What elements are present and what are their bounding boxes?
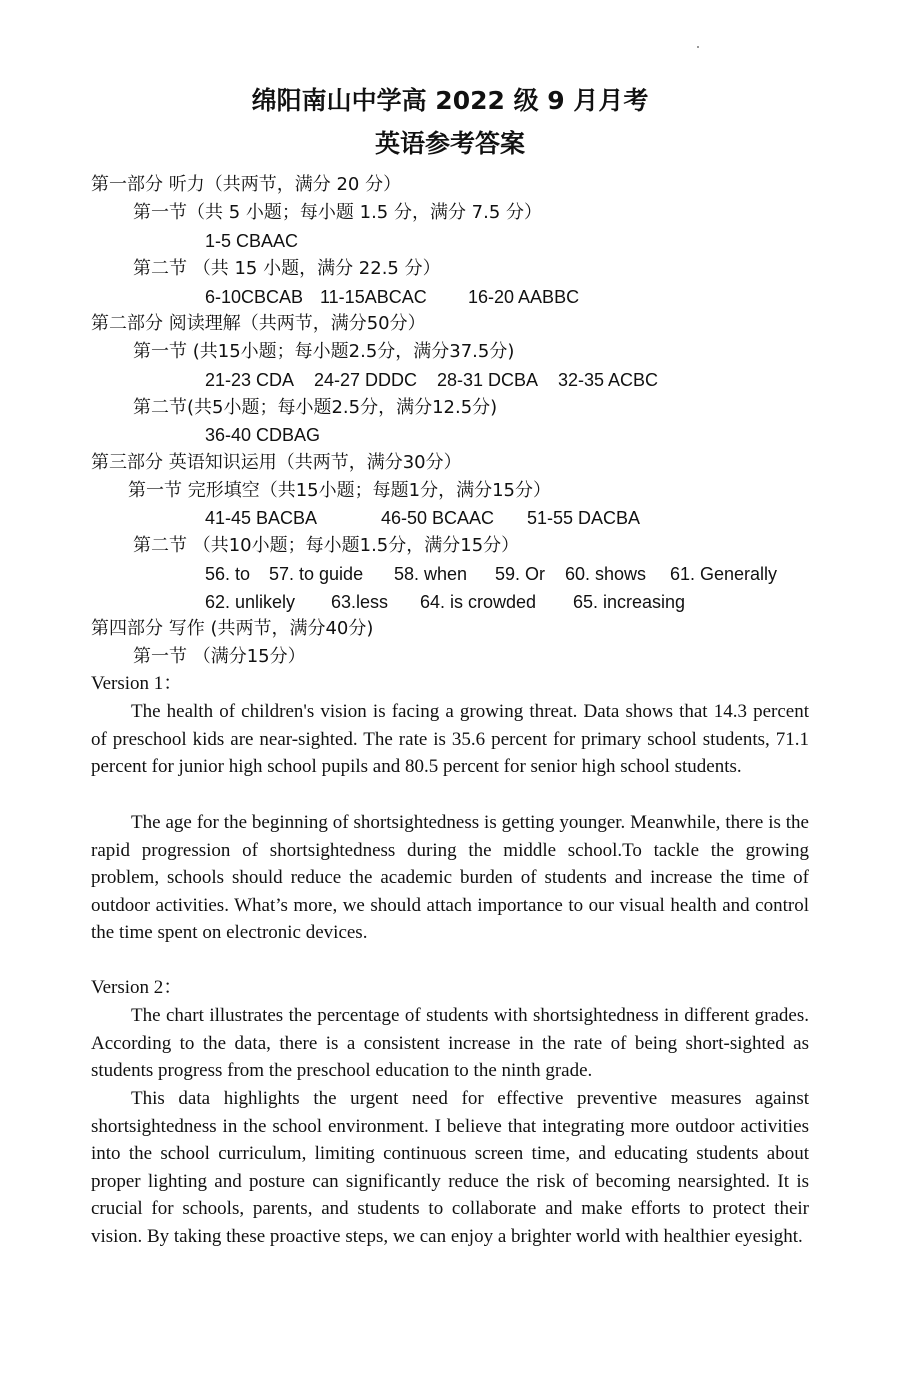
answer-group: 41-45 BACBA bbox=[205, 508, 318, 528]
part1-sec2-answers bbox=[205, 284, 805, 310]
part1-sec2-heading: 第二节 （共 15 小题，满分 22.5 分） bbox=[133, 258, 441, 279]
part1-heading: 第一部分 听力（共两节，满分 20 分） bbox=[91, 174, 402, 195]
part2-sec2-heading: 第二节(共5小题；每小题2.5分，满分12.5分) bbox=[133, 397, 498, 418]
version2-paragraph1: The chart illustrates the percentage of students with shortsightedness in different grades. According to the data, there is a consistent increase in the rate of being short-sighted as students progress from the preschool education to the ninth grade. bbox=[91, 1005, 809, 1082]
answer-group: 11-15ABCAC bbox=[320, 287, 427, 307]
answer-group: 1-5 CBAAC bbox=[205, 231, 299, 251]
part3-sec2-answers-row1 bbox=[205, 561, 805, 587]
part4-sec1-heading: 第一节 （满分15分） bbox=[133, 646, 306, 667]
part1-sec1-heading: 第一节（共 5 小题；每小题 1.5 分，满分 7.5 分） bbox=[133, 202, 543, 223]
answer-item: 62. unlikely bbox=[205, 592, 296, 612]
version1-paragraph1: The health of children's vision is facing a growing threat. Data shows that 14.3 percent of preschool kids are near-sighted. The rate is 35.6 percent for primary school students, 71.1 percent for junior high school pupils and 80.5 percent for senior high school students. bbox=[91, 701, 809, 778]
part2-sec1-heading: 第一节 (共15小题；每小题2.5分，满分37.5分) bbox=[133, 341, 515, 362]
version1-label: Version 1： bbox=[91, 673, 183, 694]
answer-item: 65. increasing bbox=[573, 592, 686, 612]
answer-item: 60. shows bbox=[565, 564, 647, 584]
answer-group: 24-27 DDDC bbox=[314, 370, 418, 390]
scan-speck bbox=[697, 46, 699, 48]
answer-group: 21-23 CDA bbox=[205, 370, 295, 390]
version2-paragraph2: This data highlights the urgent need for effective preventive measures against shortsightedness in the school environment. I believe that integrating more outdoor activities into the school curriculum, limiting continuous screen time, and educating students about proper lighting and posture can significantly reduce the risk of becoming nearsighted. It is crucial for schools, parents, and students to collaborate and make efforts to protect their vision. By taking these proactive steps, we can enjoy a brighter world with healthier eyesight. bbox=[91, 1088, 809, 1247]
answer-item: 58. when bbox=[394, 564, 468, 584]
part2-sec1-answers bbox=[205, 367, 805, 393]
answer-group: 46-50 BCAAC bbox=[381, 508, 495, 528]
part4-heading: 第四部分 写作 (共两节，满分40分) bbox=[91, 618, 374, 639]
answer-group: 36-40 CDBAG bbox=[205, 425, 321, 445]
part3-sec1-answers bbox=[205, 505, 805, 531]
answer-item: 59. Or bbox=[495, 564, 546, 584]
answer-group: 51-55 DACBA bbox=[527, 508, 641, 528]
answer-item: 57. to guide bbox=[269, 564, 364, 584]
answer-item: 64. is crowded bbox=[420, 592, 537, 612]
part3-heading: 第三部分 英语知识运用（共两节，满分30分） bbox=[91, 452, 462, 473]
document-title: 绵阳南山中学高 2022 级 9 月月考 bbox=[251, 86, 649, 115]
part3-sec1-heading: 第一节 完形填空（共15小题；每题1分，满分15分） bbox=[128, 480, 551, 501]
version2-label: Version 2： bbox=[91, 977, 183, 998]
answer-item: 63.less bbox=[331, 592, 389, 612]
part1-sec1-answers bbox=[205, 228, 805, 254]
part3-sec2-answers-row2 bbox=[205, 589, 805, 615]
document-subtitle: 英语参考答案 bbox=[374, 129, 525, 158]
answer-group: 16-20 AABBC bbox=[468, 287, 580, 307]
part2-sec2-answers bbox=[205, 422, 805, 448]
answer-item: 56. to bbox=[205, 564, 251, 584]
version1-paragraph2: The age for the beginning of shortsightedness is getting younger. Meanwhile, there is the rapid progression of shortsightedness during the middle school.To tackle the growing problem, schools should reduce the academic burden of students and increase the time of outdoor activities. What’s more, we should attach importance to our visual health and control the time spent on electronic devices. bbox=[91, 812, 809, 944]
answer-group: 28-31 DCBA bbox=[437, 370, 539, 390]
answer-group: 6-10CBCAB bbox=[205, 287, 304, 307]
answer-group: 32-35 ACBC bbox=[558, 370, 659, 390]
part3-sec2-heading: 第二节 （共10小题；每小题1.5分，满分15分） bbox=[133, 535, 520, 556]
part2-heading: 第二部分 阅读理解（共两节，满分50分） bbox=[91, 313, 426, 334]
answer-item: 61. Generally bbox=[670, 564, 778, 584]
